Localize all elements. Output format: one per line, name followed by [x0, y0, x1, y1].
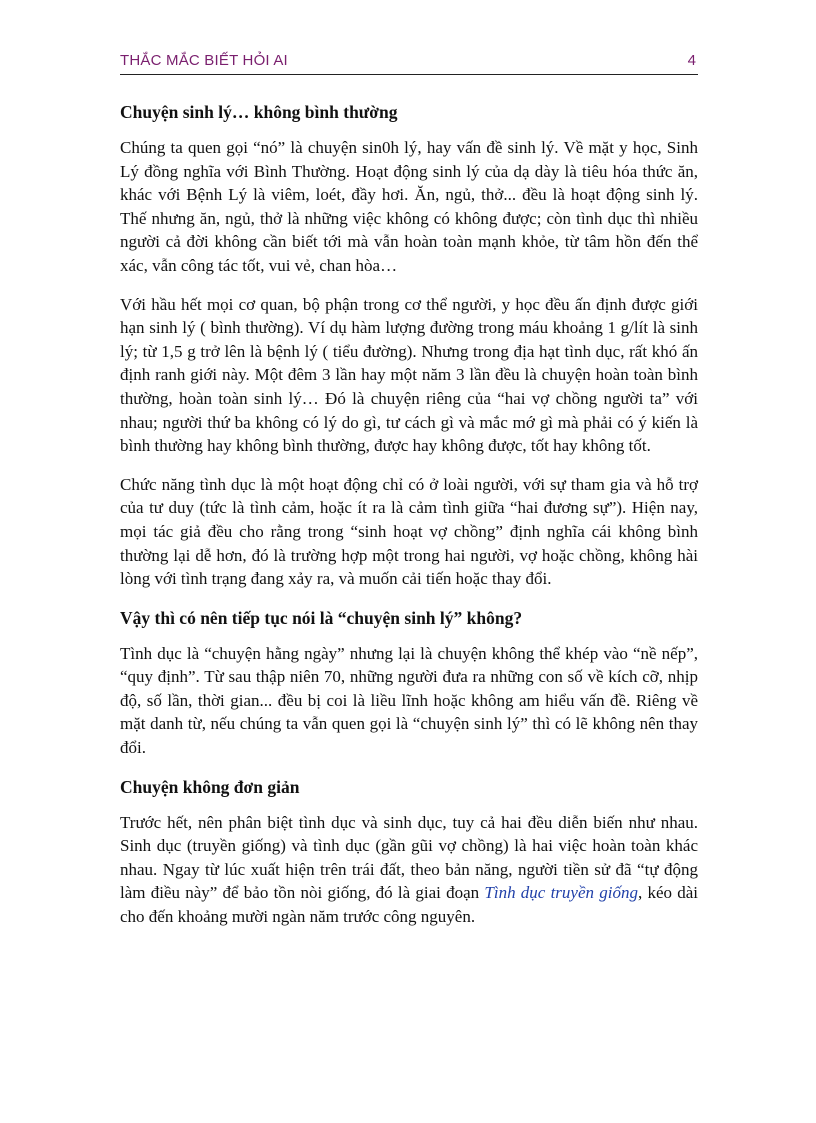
section-heading: Chuyện không đơn giản [120, 776, 300, 797]
paragraph-text: , kéo dài cho đến khoảng mười ngàn năm trước công nguyên. [120, 883, 698, 927]
paragraph: Với hầu hết mọi cơ quan, bộ phận trong cơ thể người, y học đều ấn định được giới hạn sinh lý ( bình thường). Ví dụ hàm lượng đường trong máu khoảng 1 g/lít là sinh lý; từ 1,5 g trở lên là bệnh lý ( tiểu đường). Nhưng trong địa hạt tình dục, rất khó ấn định ranh giới này. Một đêm 3 lần hay một năm 3 lần đều là chuyện hoàn toàn bình thường, hoàn toàn sinh lý… Đó là chuyện riêng của “hai vợ chồng người ta” với nhau; người thứ ba không có lý do gì, tư cách gì và mắc mớ gì mà phải có ý kiến là bình thường hay không bình thường, được hay không được, tốt hay không tốt. [120, 294, 698, 456]
section-heading: Vậy thì có nên tiếp tục nói là “chuyện sinh lý” không? [120, 607, 523, 628]
paragraph: Tình dục là “chuyện hằng ngày” nhưng lại là chuyện không thể khép vào “nề nếp”, “quy định”. Từ sau thập niên 70, những người đưa ra những con số về kích cỡ, nhịp độ, số lần, thời gian... đều bị coi là liều lĩnh hoặc không am hiểu vấn đề. Riêng về mặt danh từ, nếu chúng ta vẫn quen gọi là “chuyện sinh lý” thì có lẽ không nên thay đổi. [120, 643, 698, 758]
paragraph: Chúng ta quen gọi “nó” là chuyện sin0h lý, hay vấn đề sinh lý. Về mặt y học, Sinh Lý đồng nghĩa với Bình Thường. Hoạt động sinh lý của dạ dày là tiêu hóa thức ăn, khác với Bệnh Lý là viêm, loét, đầy hơi. Ăn, ngủ, thở... đều là hoạt động sinh lý. Thế nhưng ăn, ngủ, thở là những việc không có không được; còn tình dục thì nhiều người cả đời không cần biết tới mà vẫn hoàn toàn mạnh khỏe, từ tâm hồn đến thể xác, vẫn công tác tốt, vui vẻ, chan hòa… [120, 138, 698, 275]
page-number: 4 [687, 52, 696, 69]
page-header [120, 50, 698, 75]
stage-link[interactable]: Tình dục truyền giống [484, 883, 638, 903]
paragraph-text: Trước hết, nên phân biệt tình dục và sinh dục, tuy cả hai đều diễn biến như nhau. Sinh dục (truyền giống) và tình dục (gần gũi vợ chồng) là hai việc hoàn toàn khác nhau. Ngay từ lúc xuất hiện trên trái đất, theo bản năng, người tiền sử đã “tự động làm điều này” để bảo tồn nòi giống, đó là giai đoạn [120, 812, 698, 903]
header-title: THẮC MẮC BIẾT HỎI AI [120, 52, 288, 69]
paragraph: Chức năng tình dục là một hoạt động chỉ có ở loài người, với sự tham gia và hỗ trợ của tư duy (tức là tình cảm, hoặc ít ra là cảm tình giữa “hai đương sự”). Hiện nay, mọi tác giả đều cho rằng trong “sinh hoạt vợ chồng” định nghĩa cái không bình thường lại dễ hơn, đó là trường hợp một trong hai người, vợ hoặc chồng, không hài lòng với tình trạng đang xảy ra, và muốn cải tiến hoặc thay đổi. [120, 474, 698, 589]
paragraph [120, 811, 698, 929]
section-heading: Chuyện sinh lý… không bình thường [120, 102, 398, 122]
document-body [120, 100, 698, 944]
